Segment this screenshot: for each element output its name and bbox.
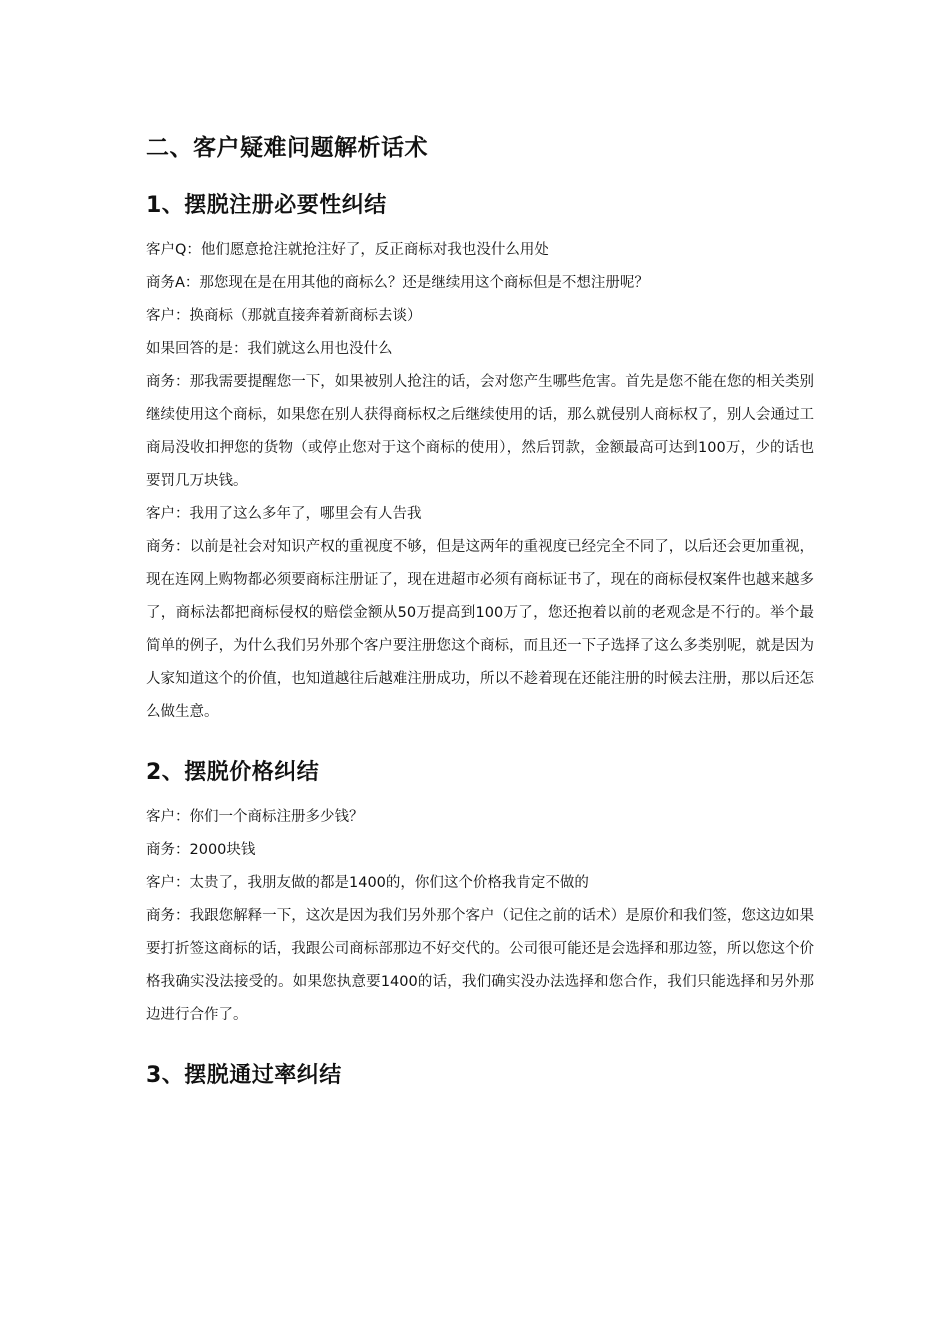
section-pass-rate [146, 1058, 814, 1094]
section-registration-necessity [146, 188, 814, 729]
paragraph: 客户Q：他们愿意抢注就抢注好了，反正商标对我也没什么用处 [146, 242, 549, 258]
paragraph: 客户：我用了这么多年了，哪里会有人告我 [146, 506, 422, 522]
document-content [146, 128, 814, 1112]
paragraph: 商务：以前是社会对知识产权的重视度不够，但是这两年的重视度已经完全不同了，以后还会更加重视，现在连网上购物都必须要商标注册证了，现在进超市必须有商标证书了，现在的商标侵权案件也越来越多了，商标法都把商标侵权的赔偿金额从50万提高到100万了，您还抱着以前的老观念是不行的。举个最简单的例子，为什么我们另外那个客户要注册您这个商标，而且还一下子选择了这么多类别呢，就是因为人家知道这个的价值，也知道越往后越难注册成功，所以不趁着现在还能注册的时候去注册，那以后还怎么做生意。 [146, 539, 814, 720]
paragraph: 商务：2000块钱 [146, 842, 256, 858]
section-title: 3、摆脱通过率纠结 [146, 1063, 342, 1088]
section-title: 2、摆脱价格纠结 [146, 760, 320, 785]
main-title: 二、客户疑难问题解析话术 [146, 135, 428, 161]
paragraph: 如果回答的是：我们就这么用也没什么 [146, 341, 393, 357]
paragraph: 商务：我跟您解释一下，这次是因为我们另外那个客户（记住之前的话术）是原价和我们签，您这边如果要打折签这商标的话，我跟公司商标部那边不好交代的。公司很可能还是会选择和那边签，所以您这个价格我确实没法接受的。如果您执意要1400的话，我们确实没办法选择和您合作，我们只能选择和另外那边进行合作了。 [146, 908, 814, 1023]
section-price [146, 755, 814, 1032]
section-title: 1、摆脱注册必要性纠结 [146, 193, 387, 218]
paragraph: 客户：太贵了，我朋友做的都是1400的，你们这个价格我肯定不做的 [146, 875, 589, 891]
paragraph: 客户：你们一个商标注册多少钱？ [146, 809, 364, 825]
paragraph: 客户：换商标（那就直接奔着新商标去谈） [146, 308, 422, 324]
paragraph: 商务A：那您现在是在用其他的商标么？还是继续用这个商标但是不想注册呢？ [146, 275, 649, 291]
paragraph: 商务：那我需要提醒您一下，如果被别人抢注的话，会对您产生哪些危害。首先是您不能在您的相关类别继续使用这个商标，如果您在别人获得商标权之后继续使用的话，那么就侵别人商标权了，别人会通过工商局没收扣押您的货物（或停止您对于这个商标的使用），然后罚款，金额最高可达到100万，少的话也要罚几万块钱。 [146, 374, 814, 489]
